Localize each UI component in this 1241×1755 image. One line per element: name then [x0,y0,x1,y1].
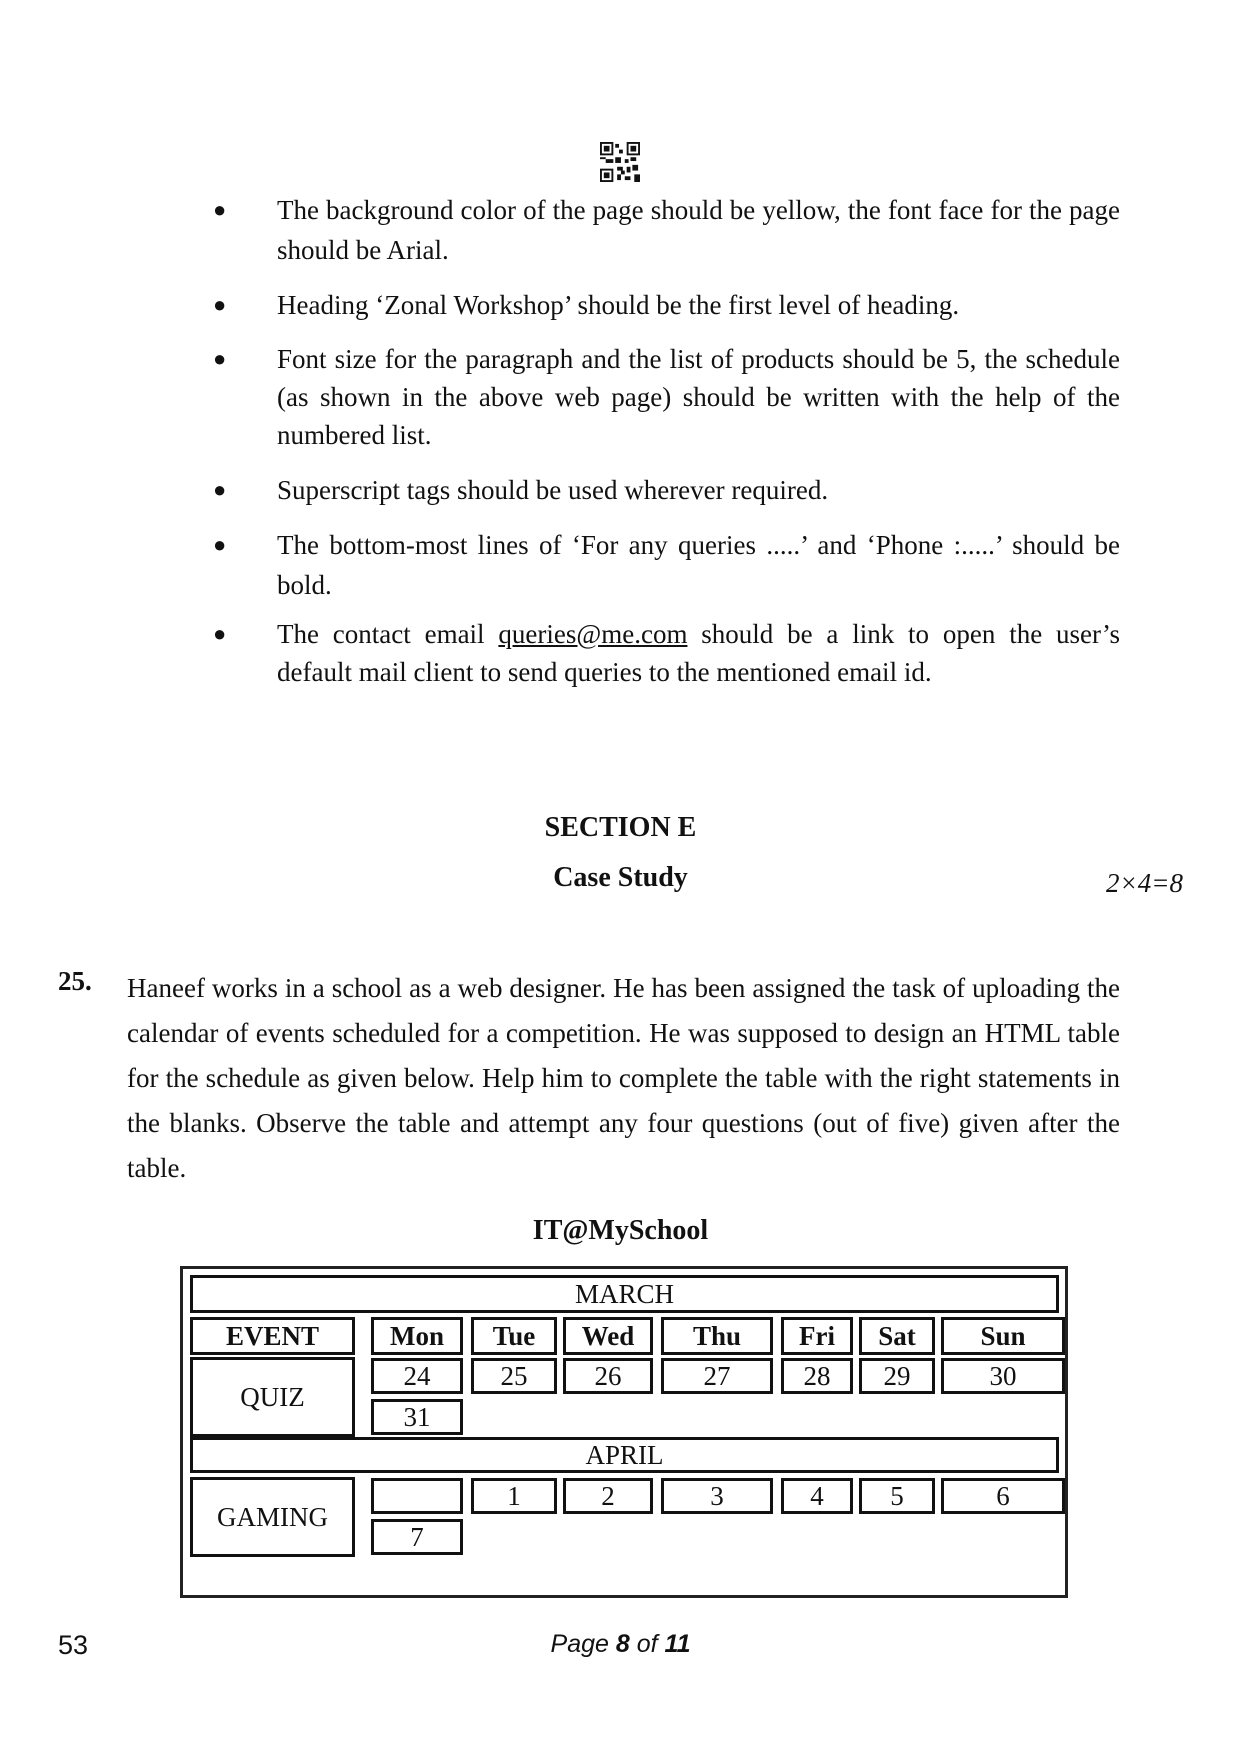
list-item-text: Superscript tags should be used wherever required. [277,475,829,505]
column-header-sat: Sat [859,1317,935,1355]
bullet-icon: ● [213,197,227,222]
page-mid: of [629,1630,665,1658]
date-cell: 3 [661,1478,773,1514]
date-cell: 24 [371,1358,463,1394]
section-title: SECTION E [544,812,697,843]
column-header-event: EVENT [190,1317,355,1355]
list-item-text: Font size for the paragraph and the list of products should be 5, the schedule (as shown in the above web page) should be written with the help of the numbered list. [277,344,1120,450]
section-subtitle: Case Study [553,862,688,893]
date-cell: 5 [859,1478,935,1514]
list-item-text: should be a link to open the user’s default mail client to send queries to the mentioned email id. [277,619,1120,687]
column-header-thu: Thu [661,1317,773,1355]
date-cell: 29 [859,1358,935,1394]
paper-code: 53 [58,1630,89,1660]
list-item [205,525,1120,605]
date-cell: 6 [941,1478,1065,1514]
bullet-icon: ● [213,532,227,557]
date-cell: 27 [661,1358,773,1394]
column-header-fri: Fri [781,1317,853,1355]
marks-label: 2×4=8 [1106,868,1183,898]
bullet-icon: ● [213,477,227,502]
email-link[interactable]: queries@me.com [498,619,688,649]
month-header-april: APRIL [190,1437,1059,1473]
list-item [205,340,1120,454]
question-number: 25. [58,966,92,996]
column-header-sun: Sun [941,1317,1065,1355]
date-cell: 28 [781,1358,853,1394]
table-title: IT@MySchool [532,1215,709,1246]
event-cell-quiz: QUIZ [190,1357,355,1437]
bullet-icon: ● [213,621,227,646]
date-cell: 26 [563,1358,653,1394]
event-cell-gaming: GAMING [190,1477,355,1557]
date-cell: 30 [941,1358,1065,1394]
list-item-text: The background color of the page should be yellow, the font face for the page should be Arial. [277,195,1120,265]
list-item-text: The contact email [277,619,499,649]
bullet-icon: ● [213,292,227,317]
list-item-text: Heading ‘Zonal Workshop’ should be the first level of heading. [277,290,960,320]
column-header-tue: Tue [471,1317,557,1355]
column-header-wed: Wed [563,1317,653,1355]
date-cell: 2 [563,1478,653,1514]
list-item [205,470,828,510]
column-header-mon: Mon [371,1317,463,1355]
date-cell: 7 [371,1519,463,1555]
list-item [205,285,959,325]
month-header-march: MARCH [190,1275,1059,1313]
date-cell: 1 [471,1478,557,1514]
question-text: Haneef works in a school as a web designer. He has been assigned the task of uploading the calendar of events scheduled for a competition. He was supposed to design an HTML table for the schedule as given below. Help him to complete the table with the right statements in the blanks. Observe the table and attempt any four questions (out of five) given after the table. [127,973,1120,1183]
page-total: 11 [664,1630,691,1658]
bullet-icon: ● [213,346,227,371]
calendar-table [180,1266,1068,1598]
page-current: 8 [615,1630,630,1658]
page-indicator [0,1630,1241,1659]
list-item [205,190,1120,270]
date-cell: 4 [781,1478,853,1514]
list-item [205,615,1120,691]
date-cell [371,1478,463,1514]
qr-code-icon [600,142,640,182]
date-cell: 25 [471,1358,557,1394]
page-prefix: Page [550,1630,616,1658]
date-cell: 31 [371,1399,463,1435]
list-item-text: The bottom-most lines of ‘For any queries .....’ and ‘Phone :.....’ should be bold. [277,530,1120,600]
